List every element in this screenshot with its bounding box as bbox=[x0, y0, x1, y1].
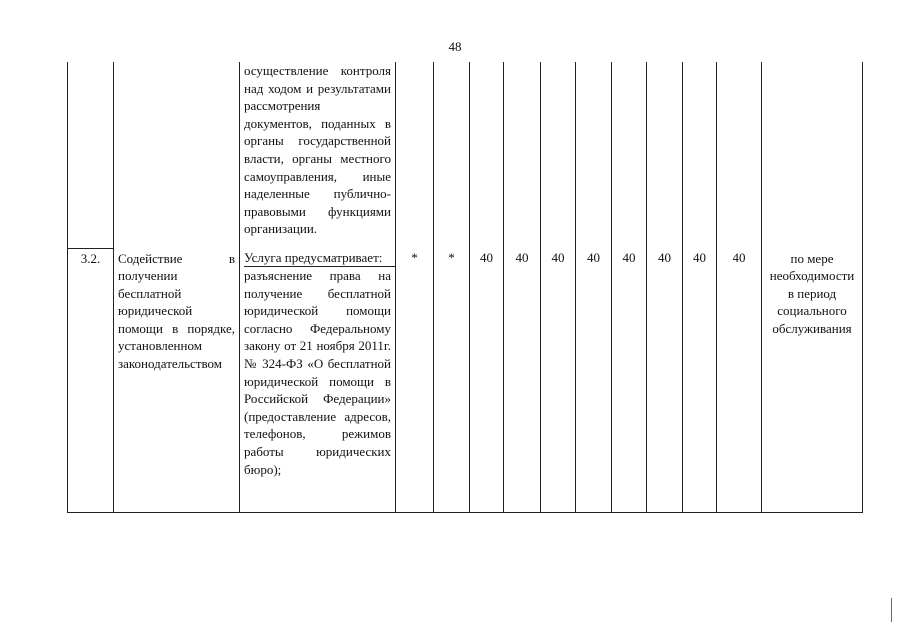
value-cell: 40 bbox=[541, 249, 576, 513]
cell-value-empty bbox=[504, 62, 541, 249]
cell-note-empty bbox=[762, 62, 863, 249]
cell-value-empty bbox=[541, 62, 576, 249]
value-cell: 40 bbox=[647, 249, 683, 513]
cell-name-empty bbox=[114, 62, 240, 249]
value-cell: 40 bbox=[470, 249, 504, 513]
table-row-3-2 bbox=[68, 249, 863, 513]
row-number: 3.2. bbox=[68, 249, 114, 513]
cell-value-empty bbox=[434, 62, 470, 249]
value-cell: * bbox=[396, 249, 434, 513]
value-cell: 40 bbox=[612, 249, 647, 513]
cell-value-empty bbox=[647, 62, 683, 249]
cell-value-empty bbox=[470, 62, 504, 249]
service-frequency-note: по мере необходимости в период социального обслуживания bbox=[762, 249, 863, 513]
cell-value-empty bbox=[717, 62, 762, 249]
service-content bbox=[240, 249, 396, 513]
service-content-body: разъяснение права на получение бесплатной юридической помощи согласно Федеральному закону от 21 ноября 2011г. № 324-ФЗ «О бесплатной юридической помощи в Российской Федерации» (предоставление адресов, телефонов, режимов работы юридических бюро); bbox=[244, 268, 391, 477]
value-cell: 40 bbox=[717, 249, 762, 513]
value-cell: 40 bbox=[683, 249, 717, 513]
cell-value-empty bbox=[576, 62, 612, 249]
cell-value-empty bbox=[612, 62, 647, 249]
cell-value-empty bbox=[683, 62, 717, 249]
page-number: 48 bbox=[448, 39, 462, 54]
value-cell: * bbox=[434, 249, 470, 513]
service-content-lead: Услуга предусматривает: bbox=[244, 249, 395, 268]
scan-mark bbox=[891, 598, 892, 622]
cell-content-continued: осуществление контроля над ходом и результатами рассмотрения документов, поданных в органы государственной власти, органы местного самоуправления, иные наделенные публично-правовыми функциями организации. bbox=[240, 62, 396, 249]
services-table bbox=[67, 62, 863, 513]
cell-number-empty bbox=[68, 62, 114, 249]
value-cell: 40 bbox=[576, 249, 612, 513]
service-name: Содействие в получении бесплатной юридической помощи в порядке, установленном законодательством bbox=[114, 249, 240, 513]
value-cell: 40 bbox=[504, 249, 541, 513]
table-row-continued bbox=[68, 62, 863, 249]
cell-value-empty bbox=[396, 62, 434, 249]
